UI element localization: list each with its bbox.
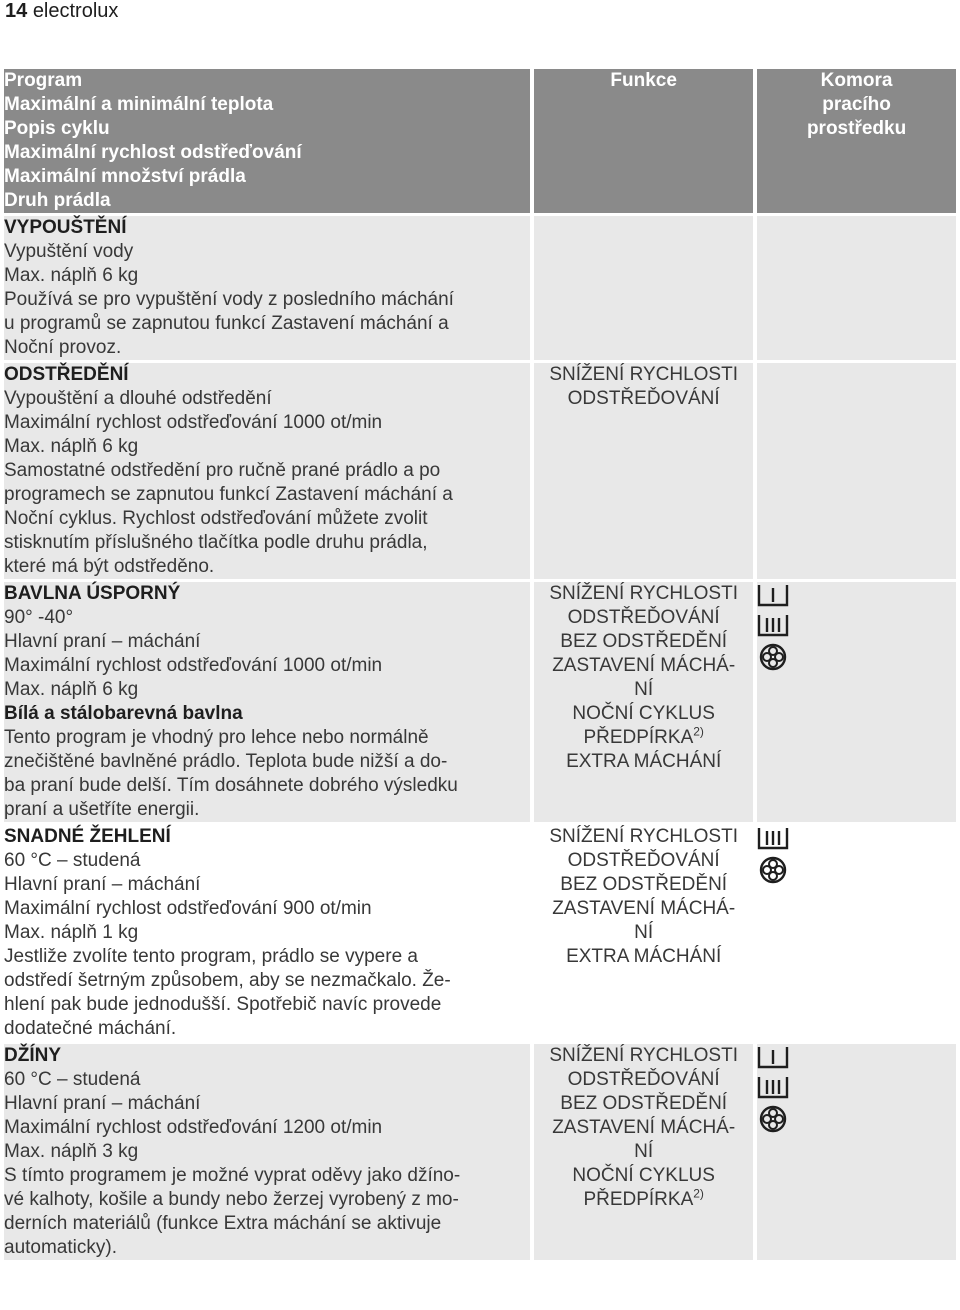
compartment-cell: [757, 582, 956, 822]
header-compartment: [757, 69, 956, 213]
header-line: Druh prádla: [4, 190, 111, 211]
function-item: ZASTAVENÍ MÁCHÁ-: [552, 1117, 736, 1138]
program-table: [0, 66, 960, 1263]
function-item: NÍ: [634, 1141, 654, 1162]
program-line: S tímto programem je možné vyprat oděvy jako džíno-: [4, 1165, 461, 1186]
program-line: které má být odstředěno.: [4, 556, 215, 577]
program-line: Noční cyklus. Rychlost odstřeďování můžete zvolit: [4, 508, 428, 529]
functions-cell: [534, 216, 753, 360]
compartment-cell: [757, 1044, 956, 1260]
function-item-label: PŘEDPÍRKA: [583, 727, 694, 748]
footnote-marker: 2): [693, 1186, 704, 1201]
header-program: [4, 69, 530, 213]
function-item: ODSTŘEĎOVÁNÍ: [567, 850, 720, 871]
softener-compartment-icon: [757, 855, 789, 885]
program-line: ba praní bude delší. Tím dosáhnete dobrého výsledku: [4, 775, 458, 796]
program-line: Maximální rychlost odstřeďování 1000 ot/min: [4, 655, 383, 676]
footnote-marker: 2): [693, 724, 704, 739]
program-line: Vypouštění a dlouhé odstředění: [4, 388, 272, 409]
header-line: Maximální a minimální teplota: [4, 94, 274, 115]
program-name: VYPOUŠTĚNÍ: [4, 217, 127, 238]
program-line: Samostatné odstředění pro ručně prané prádlo a po: [4, 460, 441, 481]
table-row: [4, 363, 956, 579]
softener-compartment-icon: [757, 642, 789, 672]
program-line: automaticky).: [4, 1237, 117, 1258]
program-line: Používá se pro vypuštění vody z posledního máchání: [4, 289, 454, 310]
program-line: Vypuštění vody: [4, 241, 134, 262]
program-line: programech se zapnutou funkcí Zastavení máchání a: [4, 484, 453, 505]
function-item: ZASTAVENÍ MÁCHÁ-: [552, 898, 736, 919]
header-line: Maximální množství prádla: [4, 166, 246, 187]
main-wash-compartment-icon: [757, 612, 789, 638]
program-name: ODSTŘEDĚNÍ: [4, 364, 129, 385]
table-row: [4, 582, 956, 822]
function-item: NÍ: [634, 922, 654, 943]
program-line: dodatečné máchání.: [4, 1018, 177, 1039]
function-item: ODSTŘEĎOVÁNÍ: [567, 607, 720, 628]
program-line: Hlavní praní – máchání: [4, 1093, 201, 1114]
program-line: 60 °C – studená: [4, 1069, 141, 1090]
function-item: ODSTŘEĎOVÁNÍ: [567, 1069, 720, 1090]
program-line: Maximální rychlost odstřeďování 1200 ot/min: [4, 1117, 383, 1138]
function-item: NÍ: [634, 679, 654, 700]
function-item: SNÍŽENÍ RYCHLOSTI: [549, 583, 738, 604]
program-line: Maximální rychlost odstřeďování 1000 ot/min: [4, 412, 383, 433]
program-cell-cotton-eco: [4, 582, 530, 822]
table-row: [4, 216, 956, 360]
header-line: Popis cyklu: [4, 118, 110, 139]
header-functions: Funkce: [534, 69, 753, 213]
function-item: EXTRA MÁCHÁNÍ: [566, 751, 722, 772]
program-line: odstředí šetrným způsobem, aby se nezmačkalo. Že-: [4, 970, 451, 991]
program-cell-jeans: [4, 1044, 530, 1260]
program-line: Max. náplň 1 kg: [4, 922, 139, 943]
function-item: BEZ ODSTŘEDĚNÍ: [560, 631, 728, 652]
functions-cell: [534, 582, 753, 822]
program-cell-drain: [4, 216, 530, 360]
program-name: DŽÍNY: [4, 1045, 61, 1066]
table-row: [4, 825, 956, 1041]
functions-cell: [534, 1044, 753, 1260]
page-header: [5, 0, 118, 22]
function-item: SNÍŽENÍ RYCHLOSTI: [549, 364, 738, 385]
program-line: Tento program je vhodný pro lehce nebo normálně: [4, 727, 429, 748]
function-item: SNÍŽENÍ RYCHLOSTI: [549, 1045, 738, 1066]
program-line: znečištěné bavlněné prádlo. Teplota bude nižší a do-: [4, 751, 448, 772]
program-name: SNADNÉ ŽEHLENÍ: [4, 826, 171, 847]
program-line: Maximální rychlost odstřeďování 900 ot/min: [4, 898, 372, 919]
program-line: Jestliže zvolíte tento program, prádlo se vypere a: [4, 946, 418, 967]
program-line: Hlavní praní – máchání: [4, 874, 201, 895]
function-item: EXTRA MÁCHÁNÍ: [566, 946, 722, 967]
functions-cell: [534, 363, 753, 579]
function-item: ZASTAVENÍ MÁCHÁ-: [552, 655, 736, 676]
softener-compartment-icon: [757, 1104, 789, 1134]
function-item-label: PŘEDPÍRKA: [583, 1189, 694, 1210]
function-item: BEZ ODSTŘEDĚNÍ: [560, 1093, 728, 1114]
function-item-prewash: [534, 726, 753, 750]
program-line: u programů se zapnutou funkcí Zastavení máchání a: [4, 313, 449, 334]
header-line: Maximální rychlost odstřeďování: [4, 142, 302, 163]
program-line: derních materiálů (funkce Extra máchání se aktivuje: [4, 1213, 442, 1234]
header-compartment-line: Komora: [820, 70, 893, 91]
table-header-row: [4, 69, 956, 213]
program-line: 60 °C – studená: [4, 850, 141, 871]
program-line: vé kalhoty, košile a bundy nebo žerzej vyrobený z mo-: [4, 1189, 459, 1210]
function-item: ODSTŘEĎOVÁNÍ: [567, 388, 720, 409]
compartment-cell: [757, 216, 956, 360]
function-item: NOČNÍ CYKLUS: [572, 1165, 715, 1186]
program-line: Noční provoz.: [4, 337, 122, 358]
function-item: SNÍŽENÍ RYCHLOSTI: [549, 826, 738, 847]
program-line: Max. náplň 6 kg: [4, 679, 139, 700]
compartment-cell: [757, 825, 956, 1041]
program-line: Max. náplň 3 kg: [4, 1141, 139, 1162]
brand-name: electrolux: [32, 0, 119, 22]
page-number: 14: [5, 0, 28, 22]
program-name: BAVLNA ÚSPORNÝ: [4, 583, 181, 604]
program-cell-easy-iron: [4, 825, 530, 1041]
main-wash-compartment-icon: [757, 1074, 789, 1100]
program-cell-spin: [4, 363, 530, 579]
program-line: Hlavní praní – máchání: [4, 631, 201, 652]
compartment-cell: [757, 363, 956, 579]
table-row: [4, 1044, 956, 1260]
laundry-type: Bílá a stálobarevná bavlna: [4, 703, 243, 724]
header-compartment-line: prostředku: [806, 118, 907, 139]
function-item-prewash: [534, 1188, 753, 1212]
prewash-compartment-icon: [757, 582, 789, 608]
program-line: 90° -40°: [4, 607, 74, 628]
function-item: BEZ ODSTŘEDĚNÍ: [560, 874, 728, 895]
header-compartment-line: pracího: [822, 94, 891, 115]
program-line: hlení pak bude jednodušší. Spotřebič navíc provede: [4, 994, 442, 1015]
function-item: NOČNÍ CYKLUS: [572, 703, 715, 724]
program-line: stisknutím příslušného tlačítka podle druhu prádla,: [4, 532, 428, 553]
functions-cell: [534, 825, 753, 1041]
prewash-compartment-icon: [757, 1044, 789, 1070]
program-line: Max. náplň 6 kg: [4, 436, 139, 457]
program-line: Max. náplň 6 kg: [4, 265, 139, 286]
header-line: Program: [4, 70, 83, 91]
program-line: praní a ušetříte energii.: [4, 799, 200, 820]
main-wash-compartment-icon: [757, 825, 789, 851]
